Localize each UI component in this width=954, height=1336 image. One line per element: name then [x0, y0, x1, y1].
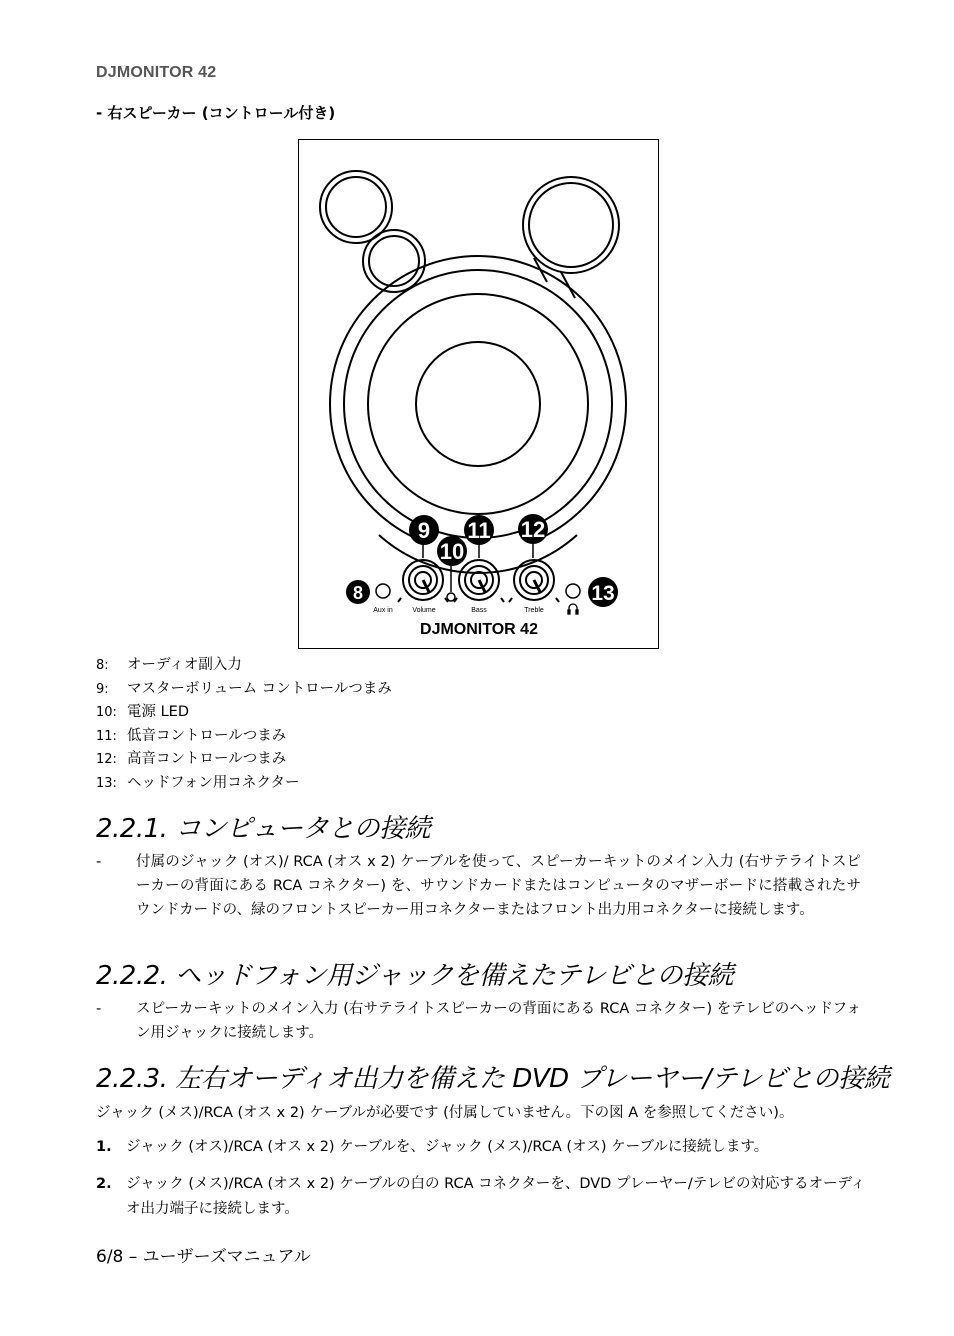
svg-text:10: 10 — [439, 539, 465, 564]
bass-knob — [459, 560, 499, 600]
aux-in-label: Aux in — [373, 607, 393, 614]
section-heading-2-2-1: 2.2.1. コンピュータとの接続 — [96, 814, 431, 844]
list-item: 8: オーディオ副入力 — [96, 657, 242, 673]
page-header-product: DJMONITOR 42 — [96, 64, 217, 81]
upper-right-port — [523, 177, 619, 273]
speaker-diagram — [298, 139, 659, 649]
list-item: 11: 低音コントロールつまみ — [96, 727, 287, 744]
aux-in-jack — [376, 584, 390, 598]
legend-list — [96, 654, 392, 796]
list-item: 10: 電源 LED — [96, 704, 190, 721]
svg-text:13: 13 — [591, 582, 615, 605]
section-heading-2-2-2: 2.2.2. ヘッドフォン用ジャックを備えたテレビとの接続 — [96, 961, 734, 991]
woofer-outer-ring — [330, 256, 626, 552]
section-subtitle: - 右スピーカー (コントロール付き) — [96, 104, 336, 122]
section-intro: ジャック (メス)/RCA (オス x 2) ケーブルが必要です (付属していません。下の図 A を参照してください)。 — [96, 1105, 794, 1121]
speaker-brand: DJMONITOR 42 — [420, 621, 538, 638]
headphone-jack — [566, 584, 580, 598]
volume-label: Volume — [412, 607, 436, 614]
treble-knob — [514, 560, 554, 600]
svg-text:8: 8 — [352, 583, 364, 603]
volume-knob — [403, 560, 443, 600]
svg-text:11: 11 — [467, 518, 491, 543]
svg-text:9: 9 — [417, 518, 431, 543]
list-item: 9: マスターボリューム コントロールつまみ — [96, 680, 392, 697]
woofer-dust-cap — [416, 342, 540, 466]
treble-label: Treble — [524, 607, 544, 614]
power-led — [447, 593, 455, 601]
callout-10 — [437, 536, 467, 566]
callout-13 — [588, 577, 618, 607]
svg-text:12: 12 — [520, 517, 546, 542]
callout-9 — [409, 515, 439, 545]
speaker-illustration — [299, 140, 658, 648]
list-item: 12: 高音コントロールつまみ — [96, 751, 287, 768]
section-heading-2-2-3: 2.2.3. 左右オーディオ出力を備えた DVD プレーヤー/テレビとの接続 — [96, 1064, 890, 1094]
callout-8 — [346, 580, 370, 604]
callout-11 — [464, 515, 494, 545]
callout-12 — [518, 514, 548, 544]
list-item: 13: ヘッドフォン用コネクター — [96, 774, 300, 791]
page-footer: 6/8 – ユーザーズマニュアル — [96, 1247, 311, 1267]
bass-label: Bass — [471, 607, 487, 614]
